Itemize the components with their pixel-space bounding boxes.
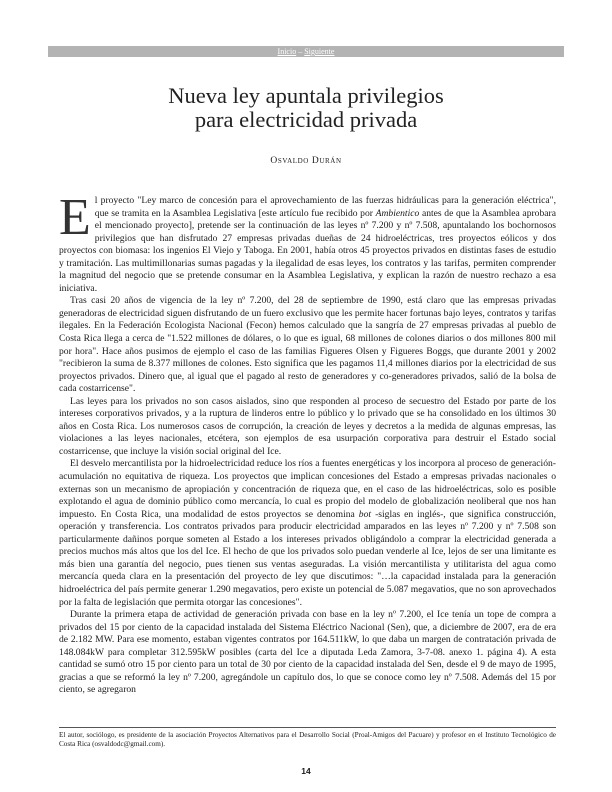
title-line-2: para electricidad privada xyxy=(194,107,418,132)
navigation-bar xyxy=(48,46,564,57)
bot-term: bot xyxy=(358,508,372,520)
author-name: Osvaldo Durán xyxy=(270,156,342,166)
author-footnote: El autor, sociólogo, es presidente de la asociación Proyectos Alternativos para el Desarrollo Social (Proal-Amigos del Pacuare) y profesor en el Instituto Tecnológico de Costa Rica (osvaldodc@gmail.com). xyxy=(59,727,556,749)
title-line-1: Nueva ley apuntala privilegios xyxy=(168,83,444,108)
paragraph-1 xyxy=(59,189,556,295)
paragraph-1-text-b: antes de que la Asamblea aprobara el mencionado proyecto], pretende ser la continuación de las leyes nº 7.200 y nº 7.508, apuntalando los bochornosos privilegios que han disfrutado 27 empresas privadas dueñas de 24 hidroeléctricas, tres proyectos eólicos y dos proyectos con biomasa: los ingenios El Viejo y Taboga. En 2001, había otros 45 proyectos privados en distintas fases de estudio y tramitación. Las multimillonarias sumas pagadas y la ilegalidad de esas leyes, los contratos y las tarifas, permiten comprender la magnitud del negocio que se pretende consumar en la Asamblea Legislativa, y explican la razón de nuestro rechazo a esa iniciativa. xyxy=(59,207,556,294)
nav-separator: – xyxy=(296,47,305,56)
paragraph-5: Durante la primera etapa de actividad de generación privada con base en la ley nº 7.200, el Ice tenía un tope de compra a privados del 15 por ciento de la capacidad instalada del Sistema Eléctrico Nacional (Sen), que, a diciembre de 2007, era de era de 2.182 MW. Para ese momento, estaban vigentes contratos por 164.511kW, lo que daba un margen de contratación privada de 148.084kW para completar 312.595kW posibles (carta del Ice a diputada Leda Zamora, 3-7-08. anexo 1. página 4). A esta cantidad se sumó otro 15 por ciento para un total de 30 por ciento de la capacidad instalada del Sen, desde el 9 de mayo de 1995, gracias a que se reformó la ley nº 7.200, agregándole un capítulo dos, lo que se conoce como ley nº 7.508. Además del 15 por ciento, se agregaron xyxy=(59,609,556,696)
article-body xyxy=(59,189,556,697)
paragraph-4-text-a: El desvelo mercantilista por la hidroelectricidad reduce los ríos a fuentes energéticas y los incorpora al proceso de generación-acumulación no equitativa de riqueza. Los proyectos que implican concesiones del Estado a empresas privadas nacionales o externas son un mecanismo de apropiación y concentración de riqueza que, en el caso de las hidroeléctricas, solo es posible explotando el agua de dominio público como mercancía, lo cual es propio del modelo de globalización neoliberal que nos han impuesto. En Costa Rica, una modalidad de estos proyectos se denomina xyxy=(59,458,556,520)
article-title xyxy=(48,84,564,132)
page-number: 14 xyxy=(301,766,311,776)
inicio-link[interactable]: Inicio xyxy=(277,47,297,56)
journal-name: Ambientico xyxy=(375,207,420,219)
siguiente-link[interactable]: Siguiente xyxy=(304,47,335,56)
drop-cap: E xyxy=(59,189,91,246)
paragraph-4 xyxy=(59,458,556,609)
paragraph-4-text-b: -siglas en inglés-, que significa construcción, operación y transferencia. Los contratos privados para producir electricidad amparados en las leyes nº 7.200 y nº 7.508 son particularmente dañinos porque someten al Estado a los intereses privados obligándolo a comprar la electricidad generada a precios muchos más altos que los del Ice. El hecho de que los privados solo puedan venderle al Ice, lejos de ser una limitante es más bien una garantía del negocio, pues tienen sus ventas aseguradas. La visión mercantilista y utilitarista del agua como mercancía queda clara en la presentación del proyecto de ley que discutimos: "…la capacidad instalada para la generación hidroeléctrica del país permite generar 1.290 megavatios, pero existe un potencial de 5.087 megavatios, que no son aprovechados por la falta de legislación que permita otorgar las concesiones". xyxy=(59,508,556,608)
paragraph-2: Tras casi 20 años de vigencia de la ley nº 7.200, del 28 de septiembre de 1990, está claro que las empresas privadas generadoras de electricidad siguen disfrutando de un fuero exclusivo que les permite hacer fortunas bajo leyes, contratos y tarifas ilegales. En la Federación Ecologista Nacional (Fecon) hemos calculado que la sangría de 27 empresas privadas al pueblo de Costa Rica llega a cerca de "1.522 millones de dólares, o lo que es igual, 68 millones de colones diarios o dos millones 800 mil por hora". Hace años pusimos de ejemplo el caso de las familias Figueres Olsen y Figueres Boggs, que durante 2001 y 2002 "recibieron la suma de 8.377 millones de colones. Esto significa que les pagamos 11,4 millones diarios por la electricidad de sus proyectos privados. Dinero que, al igual que el pagado al resto de generadores y co-generadores privados, salió de la bolsa de cada costarricense". xyxy=(59,295,556,395)
paragraph-1-text-a: l proyecto "Ley marco de concesión para el aprovechamiento de las fuerzas hidráulicas para la generación eléctrica", que se tramita en la Asamblea Legislativa [este artículo fue recibido por xyxy=(94,195,556,219)
paragraph-3: Las leyes para los privados no son casos aislados, sino que responden al proceso de secuestro del Estado por parte de los intereses corporativos privados, y a la ruptura de linderos entre lo público y lo privado que se ha consolidado en los últimos 30 años en Costa Rica. Los numerosos casos de corrupción, la creación de leyes y decretos a la medida de algunas empresas, las violaciones a las leyes nacionales, etcétera, son ejemplos de esa usurpación corporativa para destruir el Estado social costarricense, que incluye la visión social original del Ice. xyxy=(59,395,556,457)
